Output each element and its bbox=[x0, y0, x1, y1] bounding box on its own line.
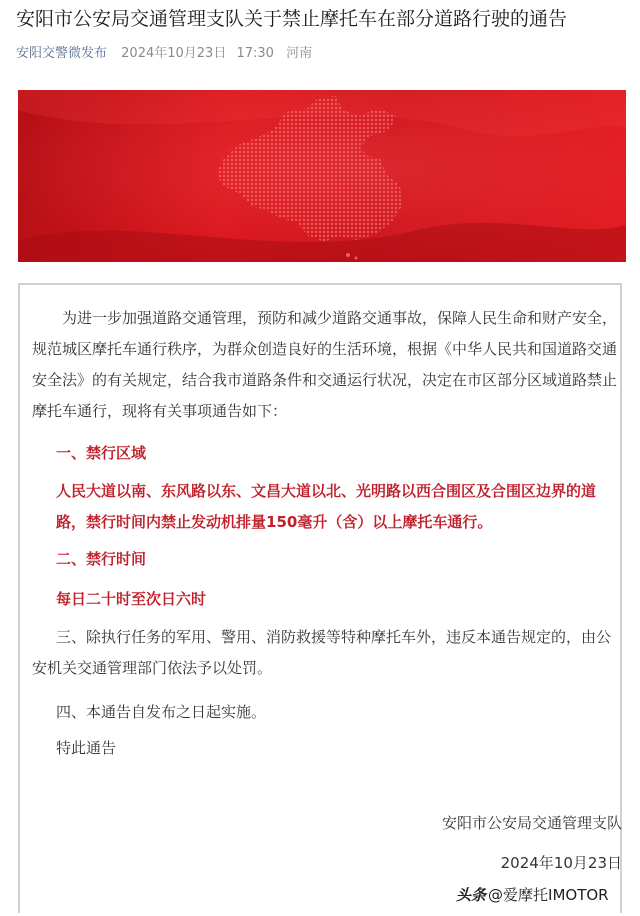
closing-text: 特此通告 bbox=[56, 739, 117, 757]
china-map-banner-graphic bbox=[18, 90, 626, 262]
publish-time: 17:30 bbox=[236, 46, 274, 61]
signature-org: 安阳市公安局交通管理支队 bbox=[441, 814, 622, 832]
article-title: 安阳市公安局交通管理支队关于禁止摩托车在部分道路行驶的通告 bbox=[16, 8, 568, 30]
toutiao-logo: 头条 bbox=[456, 886, 487, 904]
source-watermark bbox=[456, 884, 609, 905]
signature-date: 2024年10月23日 bbox=[500, 854, 622, 872]
article-meta bbox=[16, 45, 312, 63]
publish-date: 2024年10月23日 bbox=[121, 46, 227, 61]
section1-heading: 一、禁行区域 bbox=[56, 444, 147, 462]
section4-text: 四、本通告自发布之日起实施。 bbox=[56, 703, 267, 721]
header-banner-image bbox=[18, 90, 626, 262]
section1-text: 人民大道以南、东风路以东、文昌大道以北、光明路以西合围区及合围区边界的道路，禁行时间内禁止发动机排量150毫升（含）以上摩托车通行。 bbox=[56, 482, 597, 531]
section3-text: 三、除执行任务的军用、警用、消防救援等特种摩托车外，违反本通告规定的，由公安机关交通管理部门依法予以处罚。 bbox=[32, 628, 612, 677]
publish-location: 河南 bbox=[286, 46, 313, 61]
intro-paragraph: 为进一步加强道路交通管理，预防和减少道路交通事故，保障人民生命和财产安全，规范城区摩托车通行秩序，为群众创造良好的生活环境，根据《中华人民共和国道路交通安全法》的有关规定，结合我市道路条件和交通运行状况，决定在市区部分区域道路禁止摩托车通行，现将有关事项通告如下： bbox=[32, 309, 618, 420]
author-link[interactable]: 安阳交警微发布 bbox=[16, 46, 108, 61]
watermark-text: @爱摩托IMOTOR bbox=[488, 886, 609, 904]
section2-heading: 二、禁行时间 bbox=[56, 550, 147, 568]
section2-text: 每日二十时至次日六时 bbox=[56, 590, 207, 608]
